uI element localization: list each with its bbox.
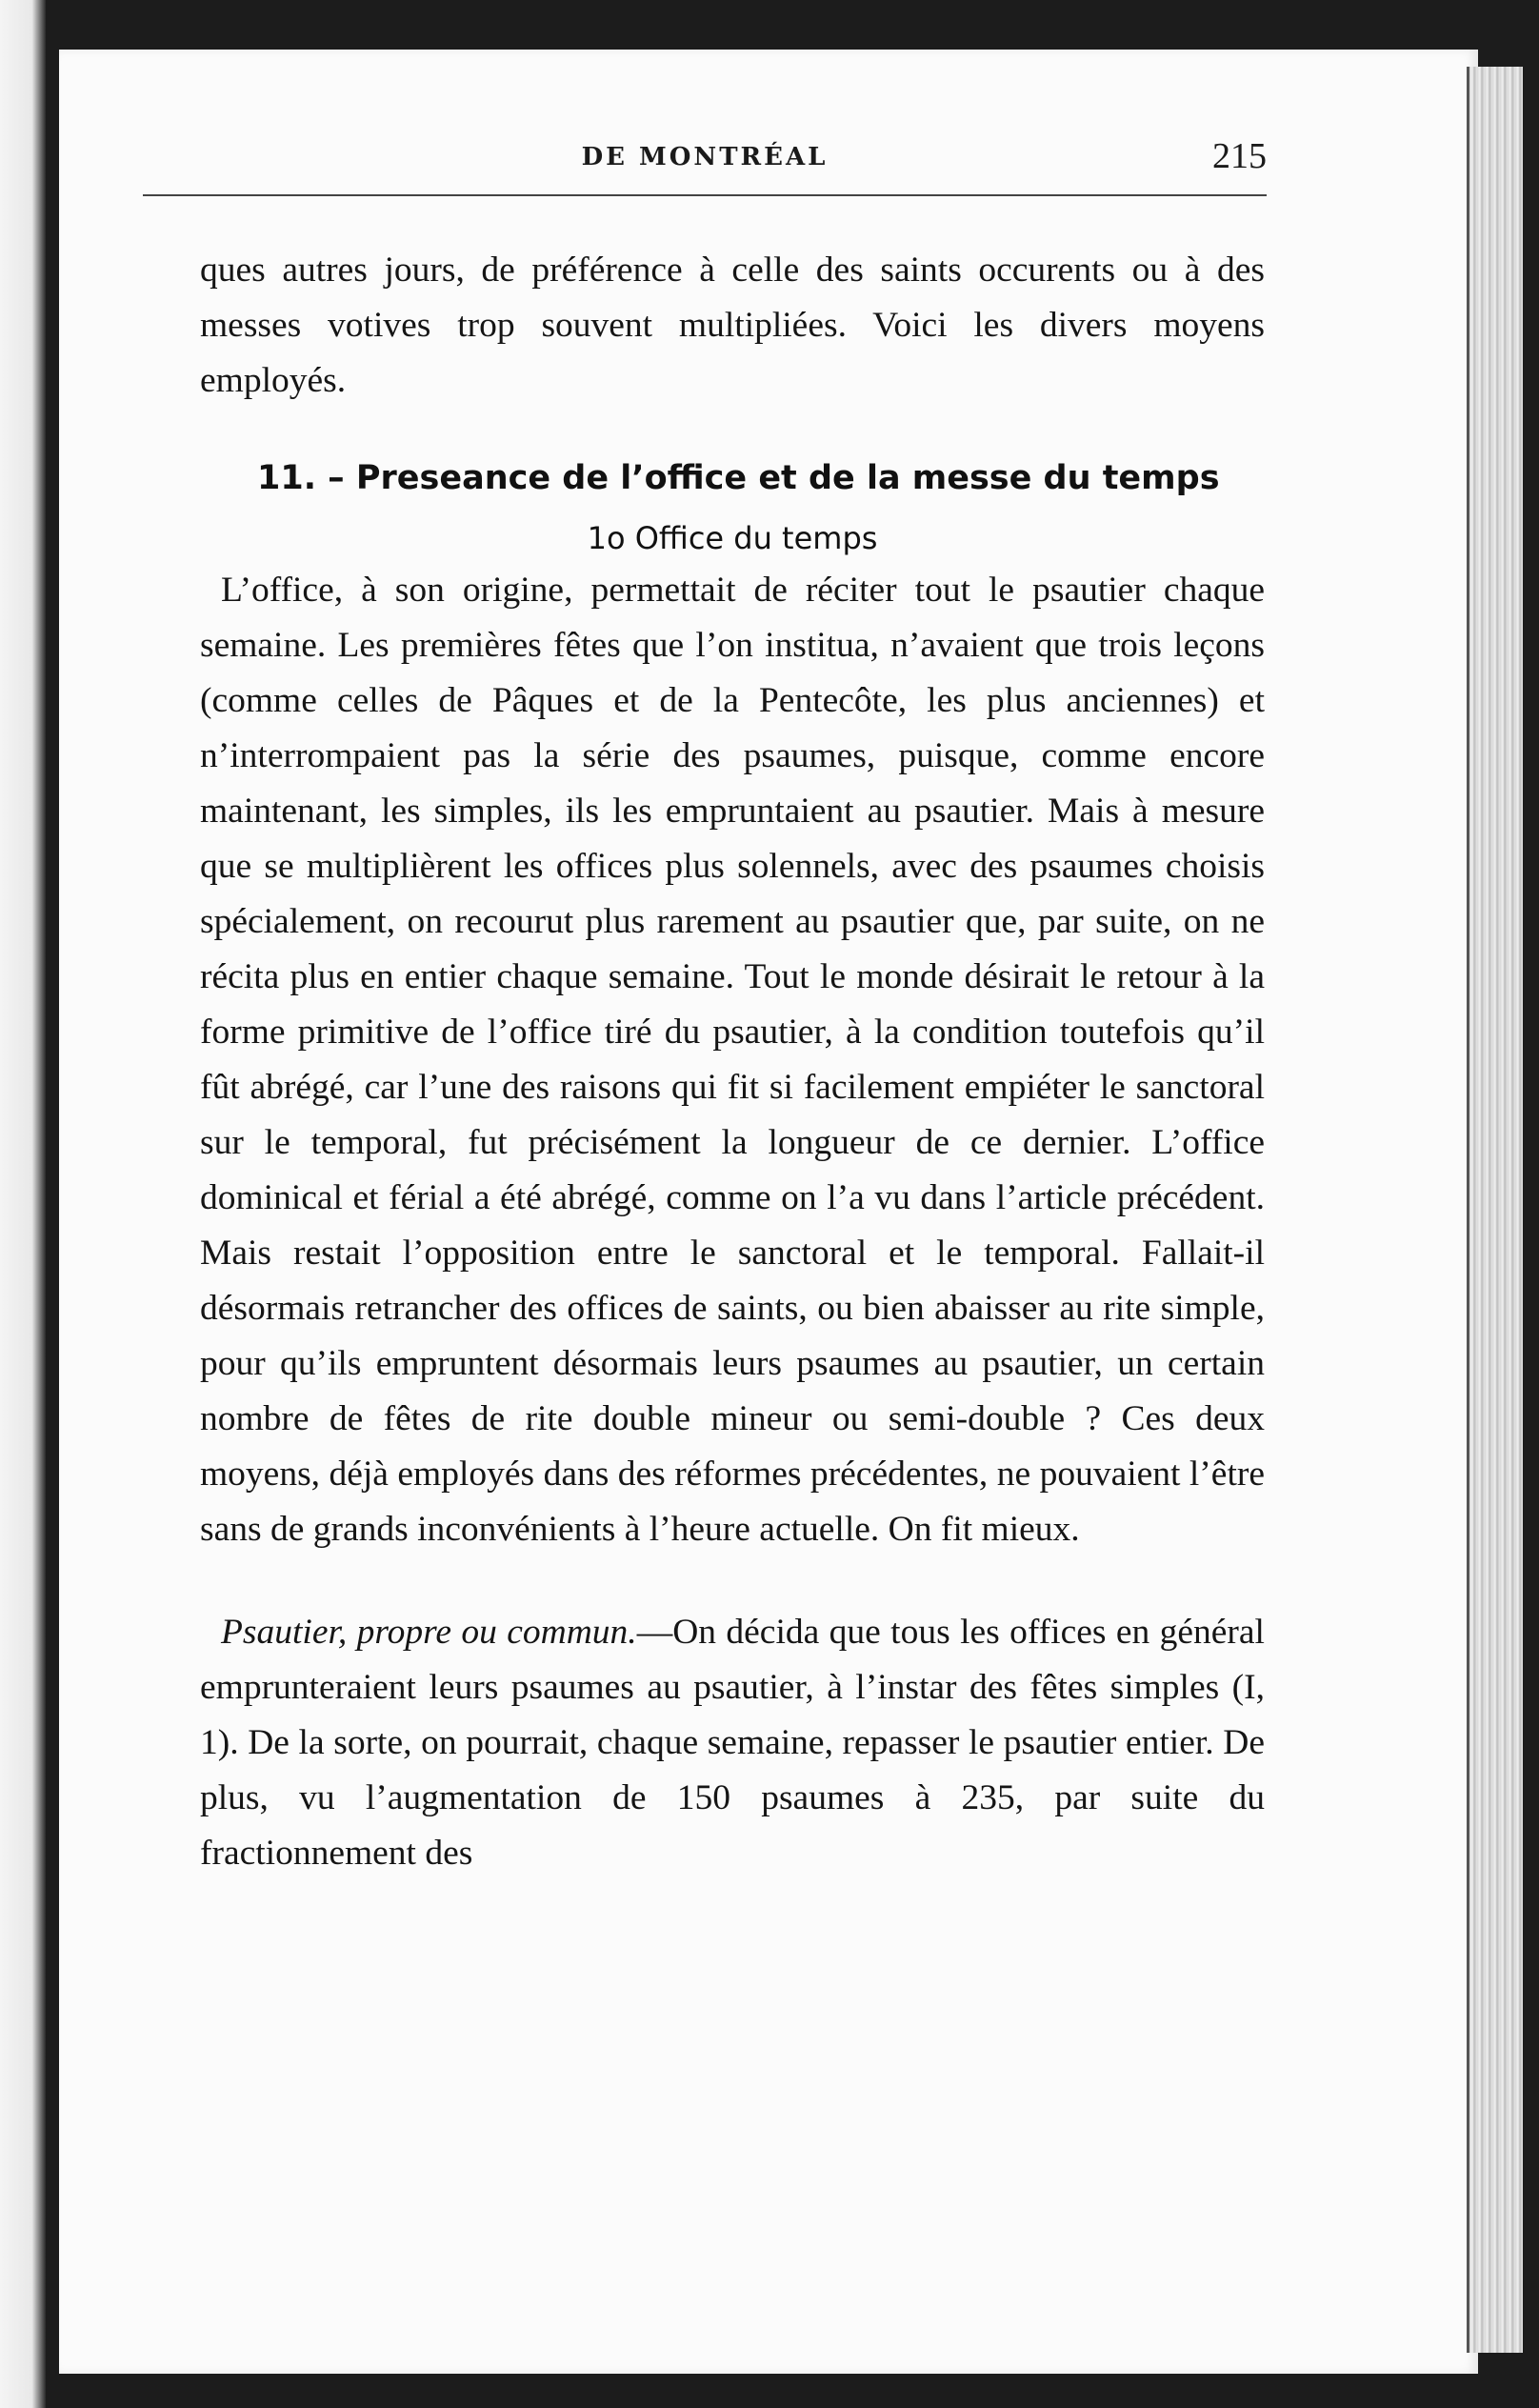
header-rule xyxy=(143,194,1267,196)
section-heading: 11. – Preseance de l’office et de la messe du temps xyxy=(257,459,1220,497)
page-number: 215 xyxy=(1212,136,1267,176)
paragraph-continuation: ques autres jours, de préférence à celle des saints occurents ou à des messes votives trop souvent multipliées. Voici les divers moyens employés. xyxy=(200,251,1265,400)
page-header xyxy=(143,95,1267,191)
paragraph-office: L’office, à son origine, permettait de réciter tout le psautier chaque semaine. Les premières fêtes que l’on institua, n’avaient que trois leçons (comme celles de Pâques et de la Pentecôte, les plus anciennes) et n’interrompaient pas la série des psaumes, puisque, comme encore maintenant, les simples, ils les empruntaient au psautier. Mais à mesure que se multiplièrent les offices plus solennels, avec des psaumes choisis spécialement, on recourut plus rarement au psautier que, par suite, on ne récita plus en entier chaque semaine. Tout le monde désirait le retour à la forme primitive de l’office tiré du psautier, à la condition toutefois qu’il fût abrégé, car l’une des raisons qui fit si facilement empiéter le sanctoral sur le temporal, fut précisément la longueur de ce dernier. L’office dominical et férial a été abrégé, comme on l’a vu dans l’article précédent. Mais restait l’opposition entre le sanctoral et le temporal. Fallait-il désormais retrancher des offices de saints, ou bien abaisser au rite simple, pour qu’ils empruntent désormais leurs psaumes au psautier, un certain nombre de fêtes de rite double mineur ou semi-double ? Ces deux moyens, déjà employés dans des réformes précédentes, ne pouvaient l’être sans de grands inconvénients à l’heure actuelle. On fit mieux. xyxy=(200,571,1265,1549)
paragraph-psautier xyxy=(200,1605,1265,1881)
subheading: 1o Office du temps xyxy=(587,520,878,556)
run-in-heading: Psautier, propre ou commun. xyxy=(221,1613,637,1652)
running-head: DE MONTRÉAL xyxy=(581,143,829,171)
page-stack-edge xyxy=(1467,67,1523,2353)
left-page-edge xyxy=(0,0,46,2408)
page-body xyxy=(200,243,1265,1881)
paragraph-psautier-text: —On décida que tous les offices en général emprunteraient leurs psaumes au psautier, à l’instar des fêtes simples (I, 1). De la sorte, on pourrait, chaque semaine, repasser le psautier entier. De plus, vu l’augmentation de 150 psaumes à 235, par suite du fractionnement des xyxy=(200,1613,1265,1873)
